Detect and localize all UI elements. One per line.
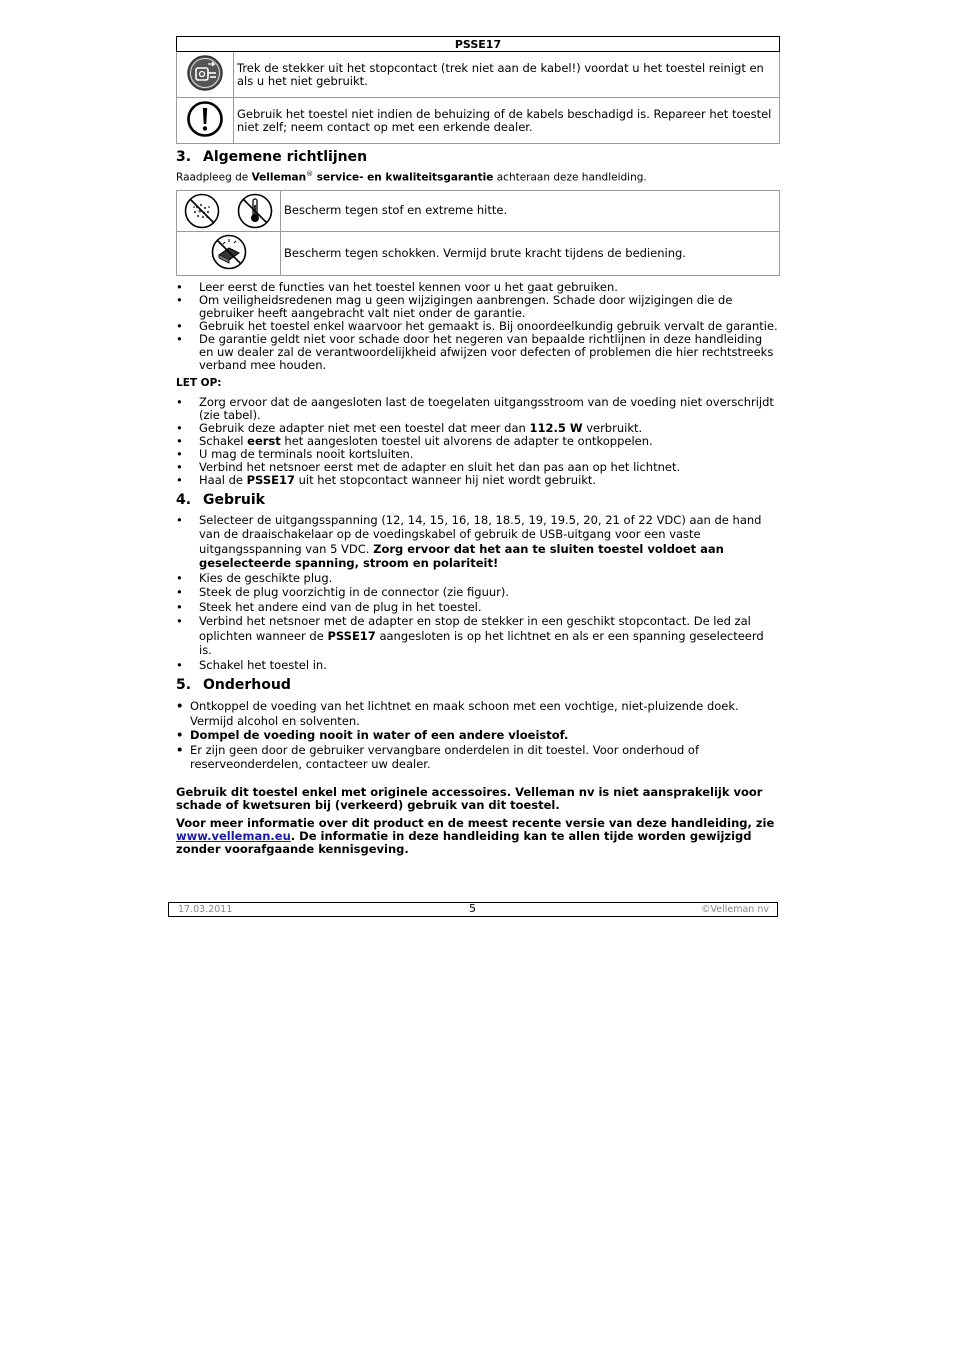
caution-label: LET OP:: [176, 376, 222, 389]
section-title: Gebruik: [203, 491, 265, 508]
intro-text: achteraan deze handleiding.: [493, 171, 647, 184]
section-number: 5.: [176, 677, 192, 693]
list-item: • Steek het andere eind van de plug in het toestel.: [176, 600, 780, 615]
list-item: • Steek de plug voorzichtig in de connector (zie figuur).: [176, 585, 780, 600]
intro-text: Raadpleeg de: [176, 171, 252, 184]
list-text: Selecteer de uitgangsspanning (12, 14, 15, 16, 18, 18.5, 19, 19.5, 20, 21 of 22 VDC) aan de hand van de draaischakelaar op de voedingskabel of gebruik de USB-uitgang voor een vaste uitgangsspanning van 5 VDC.: [199, 512, 762, 556]
page-footer: [168, 902, 778, 917]
section-heading: [176, 149, 780, 165]
warning-text: Gebruik het toestel niet indien de behuizing of de kabels beschadigd is. Repareer het toestel niet zelf; neem contact op met een erkende dealer.: [234, 98, 780, 144]
no-shock-icon: [210, 234, 248, 270]
document-page: [176, 36, 780, 856]
section-number: 4.: [176, 491, 192, 508]
exclamation-icon: [186, 100, 224, 138]
unplug-icon: [186, 54, 224, 92]
list-text: verbruikt.: [582, 420, 643, 435]
list-item: • Kies de geschikte plug.: [176, 571, 780, 586]
list-item: • Gebruik het toestel enkel waarvoor het gemaakt is. Bij onoordeelkundig gebruik vervalt de garantie.: [176, 320, 780, 333]
protection-table: [176, 190, 780, 276]
usage-list: [176, 513, 780, 673]
closing-paragraph: Gebruik dit toestel enkel met originele accessoires. Velleman nv is niet aansprakelijk voor schade of kwetsuren bij (verkeerd) gebruik van dit toestel.: [176, 784, 763, 812]
maintenance-list: [176, 699, 780, 772]
velleman-link[interactable]: www.velleman.eu: [176, 828, 291, 843]
guideline-list: [176, 281, 780, 372]
list-text: het aangesloten toestel uit alvorens de adapter te ontkoppelen.: [280, 433, 653, 448]
protection-text: Bescherm tegen schokken. Vermijd brute kracht tijdens de bediening.: [281, 231, 780, 275]
protection-icon-cell: [177, 190, 281, 231]
list-item: • U mag de terminals nooit kortsluiten.: [176, 448, 780, 461]
page-number: 5: [469, 902, 476, 915]
list-text: aangesloten is op het lichtnet en als er een spanning geselecteerd is.: [199, 628, 764, 657]
section-number: 3.: [176, 149, 192, 165]
list-item: • Schakel het toestel in.: [176, 658, 780, 673]
list-item: [176, 614, 780, 658]
list-item: • Leer eerst de functies van het toestel kennen voor u het gaat gebruiken.: [176, 281, 780, 294]
section-heading: [176, 492, 780, 508]
list-item: • De garantie geldt niet voor schade door het negeren van bepaalde richtlijnen in deze handleiding en uw dealer zal de verantwoordelijkheid afwijzen voor defecten of problemen die hier rechtstreeks verband mee houden.: [176, 333, 780, 372]
list-item: [176, 513, 780, 571]
section-title: Onderhoud: [203, 677, 291, 693]
list-bold: eerst: [247, 433, 281, 448]
registered-mark: ®: [306, 170, 314, 178]
protection-text: Bescherm tegen stof en extreme hitte.: [281, 190, 780, 231]
warning-text: Trek de stekker uit het stopcontact (trek niet aan de kabel!) voordat u het toestel reinigt en als u het niet gebruikt.: [234, 52, 780, 98]
warning-icon-cell: [177, 98, 234, 144]
list-item: • Om veiligheidsredenen mag u geen wijzigingen aanbrengen. Schade door wijzigingen die de gebruiker heeft aangebracht valt niet onder de garantie.: [176, 294, 780, 320]
list-text: Verbind het netsnoer met de adapter en stop de stekker in een geschikt stopcontact. De led zal oplichten wanneer de: [199, 614, 751, 643]
list-bold: Zorg ervoor dat het aan te sluiten toestel voldoet aan geselecteerde spanning, stroom en polariteit!: [199, 541, 724, 570]
list-text: uit het stopcontact wanneer hij niet wordt gebruikt.: [294, 472, 597, 487]
closing-text: . De informatie in deze handleiding kan te allen tijde worden gewijzigd zonder voorafgaande kennisgeving.: [176, 828, 752, 856]
list-item: [176, 435, 780, 448]
list-text: Haal de: [199, 472, 247, 487]
list-text: Schakel: [199, 433, 248, 448]
list-item: • Dompel de voeding nooit in water of een andere vloeistof.: [176, 728, 780, 743]
closing-text: Voor meer informatie over dit product en de meest recente versie van deze handleiding, zie: [176, 815, 775, 830]
list-item: [176, 474, 780, 487]
list-item: • Zorg ervoor dat de aangesloten last de toegelaten uitgangsstroom van de voeding niet overschrijdt (zie tabel).: [176, 396, 780, 422]
footer-copyright: ©Velleman nv: [701, 904, 769, 915]
warning-icon-cell: [177, 52, 234, 98]
no-heat-icon: [236, 193, 274, 229]
list-bold: PSSE17: [327, 628, 376, 643]
list-item: • Er zijn geen door de gebruiker vervangbare onderdelen in dit toestel. Voor onderhoud of reserveonderdelen, contacteer uw dealer.: [176, 743, 780, 772]
list-bold: 112.5 W: [529, 420, 583, 435]
intro-bold: service- en kwaliteitsgarantie: [313, 171, 494, 184]
caution-list: [176, 396, 780, 487]
list-item: • Ontkoppel de voeding van het lichtnet en maak schoon met een vochtige, niet-pluizende doek. Vermijd alcohol en solventen.: [176, 699, 780, 728]
model-header: PSSE17: [177, 37, 780, 52]
list-item: • Verbind het netsnoer eerst met de adapter en sluit het dan pas aan op het lichtnet.: [176, 461, 780, 474]
list-bold: PSSE17: [246, 472, 295, 487]
footer-date: 17.03.2011: [178, 904, 233, 915]
section-title: Algemene richtlijnen: [203, 149, 368, 165]
closing-paragraph: [176, 817, 780, 856]
section-heading: [176, 677, 780, 693]
warning-table: [176, 36, 780, 144]
intro-brand: Velleman: [251, 171, 307, 184]
protection-icon-cell: [177, 231, 281, 275]
list-text: Gebruik deze adapter niet met een toestel dat meer dan: [199, 420, 530, 435]
no-dust-icon: [183, 193, 221, 229]
section-intro: [176, 170, 780, 184]
